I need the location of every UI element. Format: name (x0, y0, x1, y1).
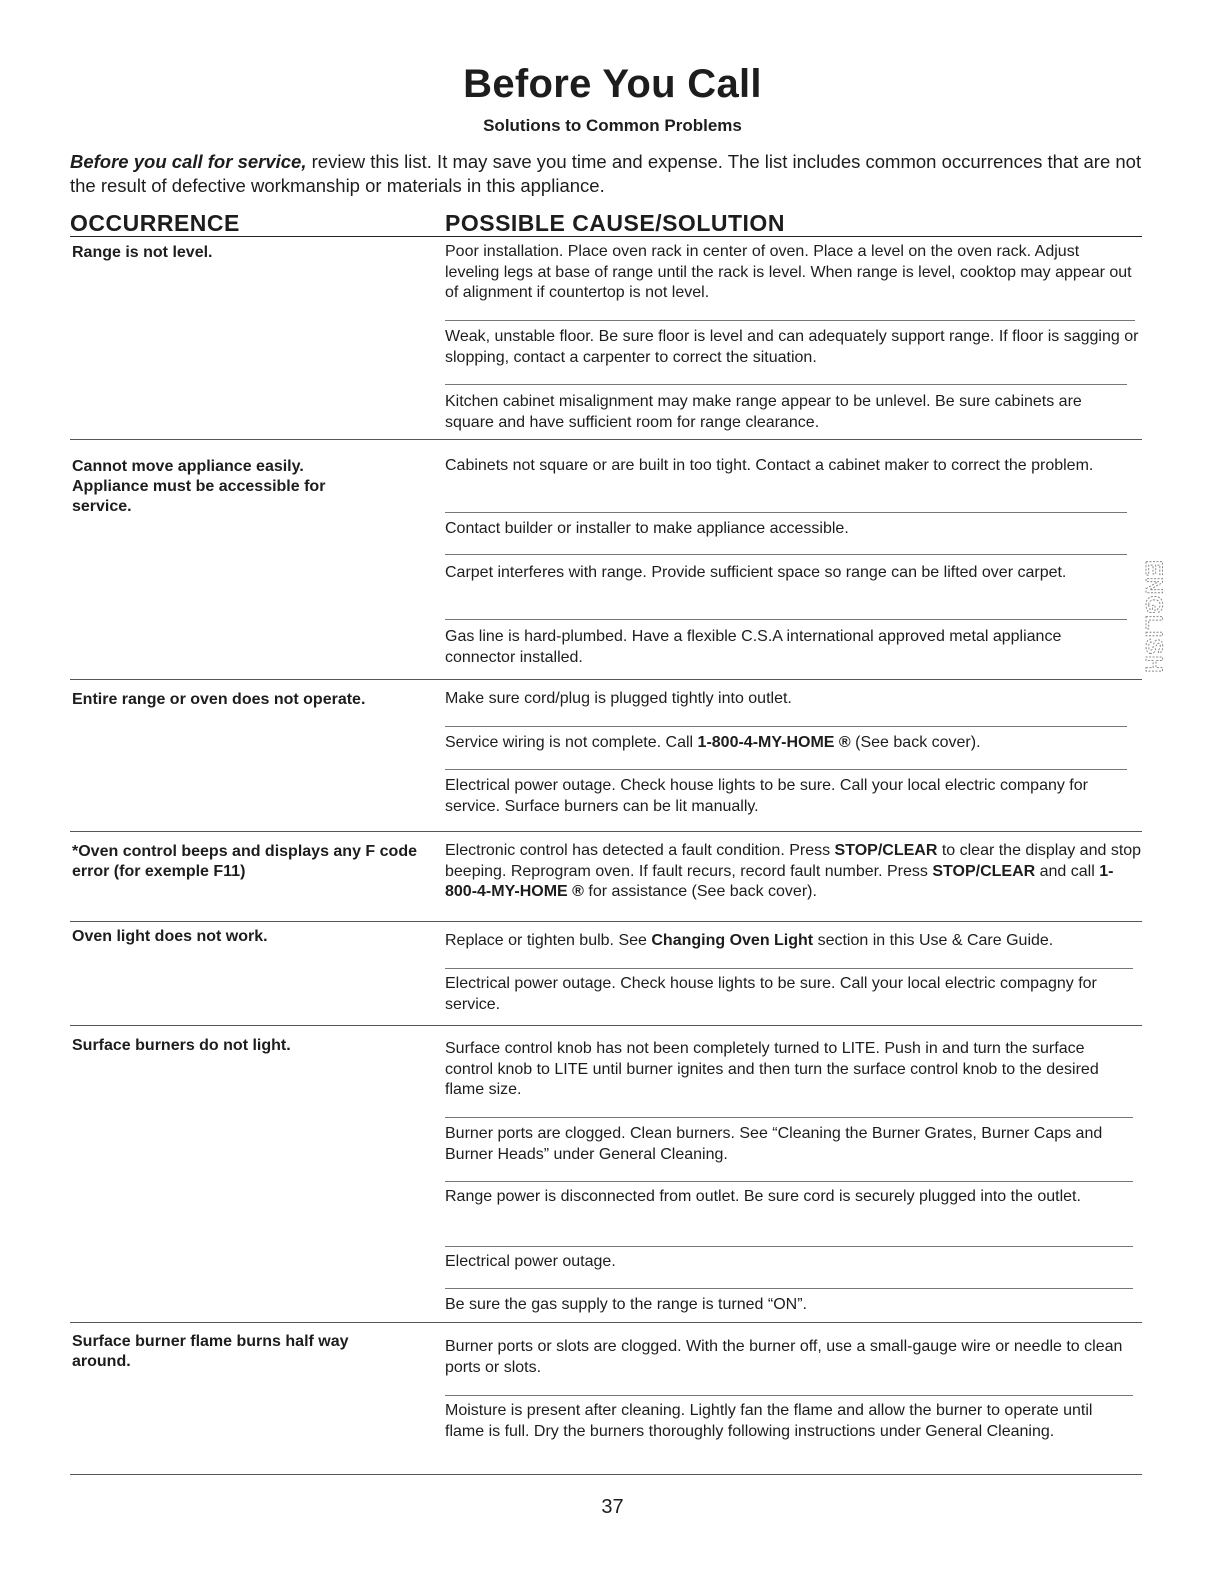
solution-text: Range power is disconnected from outlet. Be sure cord is securely plugged into the outlet. (445, 1188, 1081, 1205)
header-divider (70, 236, 1142, 237)
page-subtitle: Solutions to Common Problems (483, 116, 742, 135)
solution-text: Electrical power outage. Check house lights to be sure. Call your local electric compagny for service. (445, 975, 1097, 1013)
solution-divider (445, 384, 1127, 385)
row-divider (70, 1322, 1142, 1323)
solution-divider (445, 726, 1127, 727)
solution-divider (445, 1117, 1133, 1118)
row-divider (70, 921, 1142, 922)
solution-text: Be sure the gas supply to the range is turned “ON”. (445, 1296, 807, 1313)
intro-text: review this list. It may save you time and expense. The list includes common occurrences that are not the result of defective workmanship or materials in this appliance. (70, 151, 1142, 196)
solution-text: Burner ports are clogged. Clean burners. See “Cleaning the Burner Grates, Burner Caps and Burner Heads” under General Cleaning. (445, 1125, 1103, 1163)
solution-text: Moisture is present after cleaning. Lightly fan the flame and allow the burner to operate until flame is full. Dry the burners thoroughly following instructions under General Cleaning. (445, 1402, 1093, 1440)
column-header-solution: POSSIBLE CAUSE/SOLUTION (445, 210, 785, 236)
language-side-tab (1128, 556, 1180, 690)
solution-text: Contact builder or installer to make appliance accessible. (445, 520, 849, 537)
solution-text: Gas line is hard-plumbed. Have a flexible C.S.A international approved metal appliance connector installed. (445, 628, 1062, 666)
solution-text: Carpet interferes with range. Provide sufficient space so range can be lifted over carpet. (445, 564, 1067, 581)
side-tab-label: ENGLISH (1140, 560, 1167, 674)
solution-text: Burner ports or slots are clogged. With the burner off, use a small-gauge wire or needle to clean ports or slots. (445, 1338, 1123, 1376)
solution-text: Cabinets not square or are built in too tight. Contact a cabinet maker to correct the problem. (445, 457, 1094, 474)
solution-text: Surface control knob has not been completely turned to LITE. Push in and turn the surface control knob to LITE until burner ignites and then turn the surface control knob to the desired flame size. (445, 1040, 1099, 1098)
solution-divider (445, 320, 1135, 321)
solution-text: Electrical power outage. Check house lights to be sure. Call your local electric company for service. Surface burners can be lit manually. (445, 777, 1088, 815)
occurrence-oven-control-beeps: *Oven control beeps and displays any F code error (for exemple F11) (72, 843, 417, 880)
solution-text: Weak, unstable floor. Be sure floor is level and can adequately support range. If floor is sagging or slopping, contact a carpenter to correct the situation. (445, 328, 1139, 366)
solution-text: Electrical power outage. (445, 1253, 616, 1270)
solution-divider (445, 619, 1127, 620)
row-divider (70, 439, 1142, 440)
solution-divider (445, 968, 1133, 969)
occurrence-entire-range-not-operate: Entire range or oven does not operate. (72, 691, 366, 708)
solution-divider (445, 1246, 1133, 1247)
row-divider (70, 679, 1142, 680)
solution-divider (445, 1395, 1133, 1396)
intro-lead: Before you call for service, (70, 151, 307, 172)
row-divider (70, 1025, 1142, 1026)
occurrence-oven-light: Oven light does not work. (72, 928, 268, 945)
row-divider (70, 1474, 1142, 1475)
solution-text: Poor installation. Place oven rack in center of oven. Place a level on the oven rack. Adjust leveling legs at base of range until the rack is level. When range is level, cooktop may appear out of alignment if countertop is not level. (445, 243, 1132, 301)
occurrence-cannot-move-appliance: Cannot move appliance easily. Appliance must be accessible for service. (72, 458, 326, 515)
row-divider (70, 831, 1142, 832)
page-title: Before You Call (463, 62, 762, 106)
occurrence-surface-burners-not-light: Surface burners do not light. (72, 1037, 291, 1054)
solution-divider (445, 554, 1127, 555)
solution-text: Electronic control has detected a fault condition. Press STOP/CLEAR to clear the display and stop beeping. Reprogram oven. If fault recurs, record fault number. Press STOP/CLEAR and call 1-800-4-MY-HOME ® for assistance (See back cover). (445, 842, 1142, 900)
solution-text: Replace or tighten bulb. See Changing Oven Light section in this Use & Care Guide. (445, 932, 1054, 949)
solution-divider (445, 512, 1127, 513)
occurrence-flame-half-way: Surface burner flame burns half way around. (72, 1333, 349, 1370)
page-number: 37 (601, 1496, 624, 1518)
phone-number: 1-800-4-MY-HOME ® (697, 734, 851, 751)
solution-text: Service wiring is not complete. Call 1-800-4-MY-HOME ® (See back cover). (445, 734, 981, 751)
solution-text: Kitchen cabinet misalignment may make range appear to be unlevel. Be sure cabinets are square and have sufficient room for range clearance. (445, 393, 1082, 431)
column-header-occurrence: OCCURRENCE (70, 210, 240, 236)
solution-divider (445, 1181, 1133, 1182)
phone-number: 1-800-4-MY-HOME ® (445, 862, 1114, 900)
solution-divider (445, 769, 1127, 770)
intro-paragraph (70, 150, 1150, 198)
occurrence-range-not-level: Range is not level. (72, 244, 213, 261)
solution-divider (445, 1288, 1133, 1289)
solution-text: Make sure cord/plug is plugged tightly into outlet. (445, 690, 792, 707)
